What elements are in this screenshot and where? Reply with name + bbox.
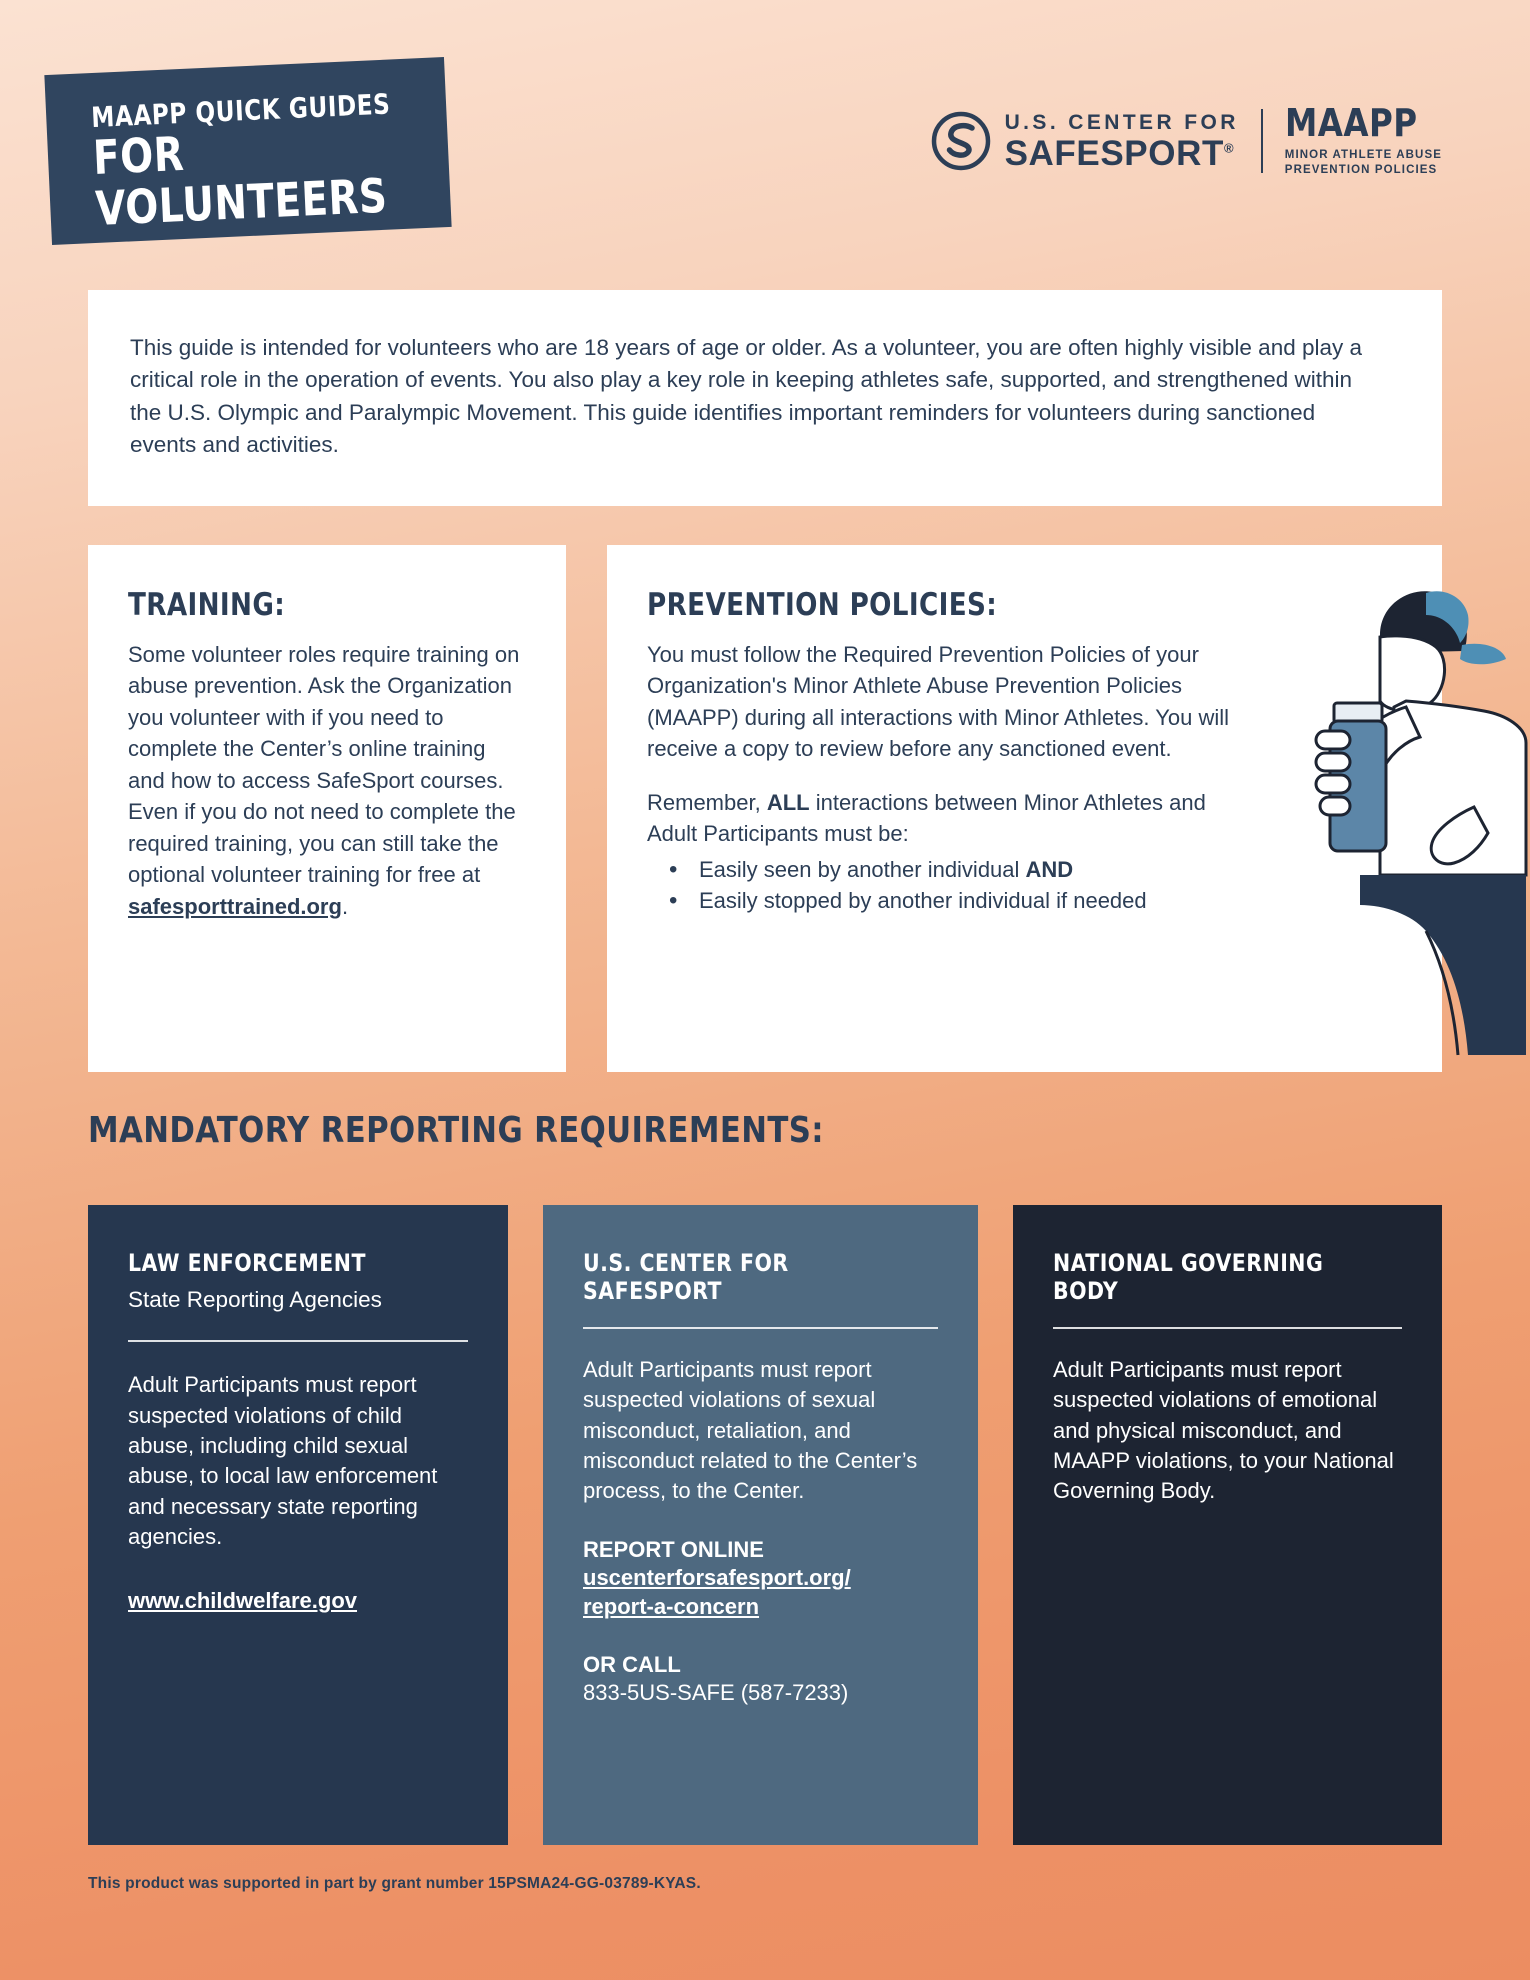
card-divider: [583, 1327, 938, 1329]
list-item: [647, 885, 1402, 916]
title-badge: [44, 57, 451, 245]
card-title-law-enforcement: LAW ENFORCEMENT: [128, 1249, 366, 1277]
report-card-us-center: [543, 1205, 978, 1845]
bullet-2-text: Easily stopped by another individual if needed: [699, 887, 1147, 913]
prevention-heading: PREVENTION POLICIES:: [647, 587, 998, 623]
safesport-logo-line1: U.S. CENTER FOR: [1004, 110, 1239, 134]
report-online-label: REPORT ONLINE: [583, 1536, 764, 1562]
card-title-us-center: U.S. CENTER FOR SAFESPORT: [583, 1249, 789, 1305]
remember-text-before: Remember,: [647, 789, 767, 815]
maapp-subtitle-line2: PREVENTION POLICIES: [1284, 164, 1438, 177]
prevention-policies-panel: [607, 545, 1442, 1072]
report-card-national-governing-body: [1013, 1205, 1442, 1845]
training-body: [128, 639, 526, 922]
page-title: FOR VOLUNTEERS: [91, 126, 389, 237]
maapp-subtitle-line1: MINOR ATHLETE ABUSE: [1284, 149, 1442, 161]
remember-all-emphasis: ALL: [766, 789, 810, 815]
maapp-logo: [1284, 101, 1442, 178]
intro-text: This guide is intended for volunteers who are 18 years of age or older. As a volunteer, you are often highly visible and play a critical role in the operation of events. You also play a key role in keeping athletes safe, supported, and strengthened within the U.S. Olympic and Paralympic Movement. This guide identifies important reminders for volunteers during sanctioned events and activities.: [130, 335, 1363, 458]
card-body-us-center: Adult Participants must report suspected violations of sexual misconduct, retaliation, and misconduct related to the Center’s process, to the Center.: [583, 1357, 918, 1504]
report-card-law-enforcement: [88, 1205, 508, 1845]
bullet-1-text: Easily seen by another individual: [699, 856, 1026, 882]
page-header: [0, 0, 1530, 290]
card-title-ngb: NATIONAL GOVERNING BODY: [1053, 1249, 1324, 1305]
report-link-line1: uscenterforsafesport.org/: [583, 1564, 851, 1590]
guide-kicker: MAAPP QUICK GUIDES: [90, 87, 392, 135]
intro-panel: [88, 290, 1442, 506]
prevention-paragraph-2: [647, 787, 1237, 850]
safesporttrained-link[interactable]: safesporttrained.org: [128, 893, 342, 919]
paragraph-spacer: [647, 765, 1402, 787]
childwelfare-link[interactable]: www.childwelfare.gov: [128, 1588, 358, 1614]
report-a-concern-link[interactable]: [583, 1563, 851, 1622]
training-heading: TRAINING:: [128, 587, 286, 623]
list-item: [647, 854, 1402, 885]
training-body-period: .: [341, 893, 349, 919]
grant-footnote: This product was supported in part by grant number 15PSMA24-GG-03789-KYAS.: [88, 1875, 701, 1892]
report-link-line2: report-a-concern: [583, 1594, 760, 1620]
prevention-paragraph-1: You must follow the Required Prevention Policies of your Organization's Minor Athlete Abuse Prevention Policies (MAAPP) during all interactions with Minor Athletes. You will receive a copy to review before any sanctioned event.: [647, 642, 1230, 762]
card-subtitle-law-enforcement: State Reporting Agencies: [128, 1287, 382, 1312]
card-divider: [128, 1340, 468, 1342]
logo-group: [931, 101, 1442, 178]
safesport-s-icon: [931, 111, 991, 171]
card-divider: [1053, 1327, 1402, 1329]
trademark-symbol: ®: [1223, 140, 1235, 156]
training-body-text: Some volunteer roles require training on abuse prevention. Ask the Organization you volunteer with if you need to complete the Center’s online training and how to access SafeSport courses. Even if you do not need to complete the required training, you can still take the optional volunteer training for free at: [128, 642, 520, 888]
bullet-1-emphasis: AND: [1025, 856, 1074, 882]
safesport-logo-line2: SAFESPORT: [1004, 133, 1224, 173]
logo-divider: [1261, 109, 1263, 173]
maapp-logo-wordmark: MAAPP: [1284, 101, 1418, 145]
or-call-label: OR CALL: [583, 1651, 681, 1677]
hotline-phone-number[interactable]: 833-5US-SAFE (587-7233): [583, 1679, 849, 1705]
remember-text-after: interactions between Minor Athletes and Adult Participants must be:: [647, 789, 1206, 847]
mandatory-reporting-heading: MANDATORY REPORTING REQUIREMENTS:: [88, 1110, 824, 1151]
prevention-bullet-list: [647, 854, 1402, 916]
card-spacer: [128, 1552, 468, 1586]
training-panel: [88, 545, 566, 1072]
card-body-law-enforcement: Adult Participants must report suspected violations of child abuse, including child sexual abuse, to local law enforcement and necessary state reporting agencies.: [128, 1372, 438, 1550]
card-body-ngb: Adult Participants must report suspected violations of emotional and physical misconduct, and MAAPP violations, to your National Governing Body.: [1053, 1357, 1394, 1504]
safesport-logo: [931, 111, 1239, 171]
